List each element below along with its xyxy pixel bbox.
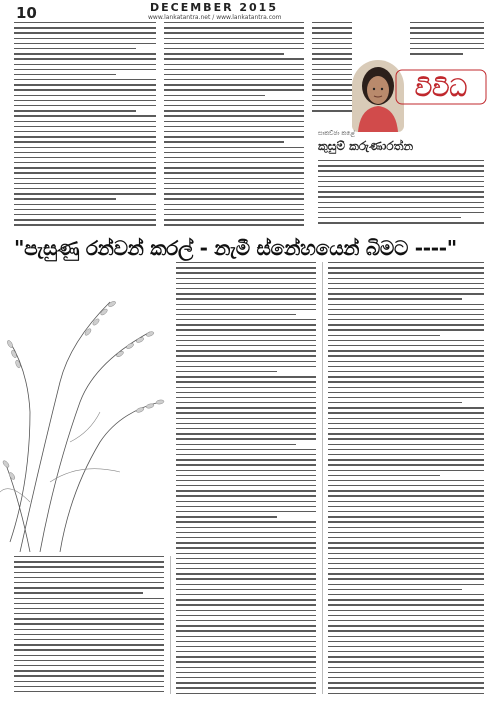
author-name: කුසුම් කරුණාරත්න [318, 139, 414, 153]
column-divider [170, 556, 171, 694]
text-column-top-4 [410, 22, 484, 58]
text-column-top-1 [14, 22, 156, 228]
section-masthead [392, 62, 490, 110]
website-url: www.lankatantra.net / www.lankatantra.com [148, 14, 282, 21]
rice-stalk-illustration [0, 262, 170, 552]
author-label: සාකච්ඡා කළේ [318, 130, 355, 137]
text-column-top-2 [164, 22, 304, 228]
text-column-bottom-2 [176, 262, 316, 696]
text-column-top-3 [312, 22, 352, 122]
article-headline: "පැසුණු රන්වන් කරල් - නැමී ස්නේහයෙන් බිමට ----" [14, 236, 457, 260]
text-column-top-5 [318, 160, 484, 228]
column-divider [322, 262, 323, 694]
text-column-bottom-1 [14, 556, 164, 696]
masthead-logo-text: විවිධ [414, 74, 468, 102]
issue-month: DECEMBER 2015 [150, 1, 278, 14]
text-column-bottom-3 [328, 262, 484, 696]
page-number: 10 [16, 4, 37, 22]
